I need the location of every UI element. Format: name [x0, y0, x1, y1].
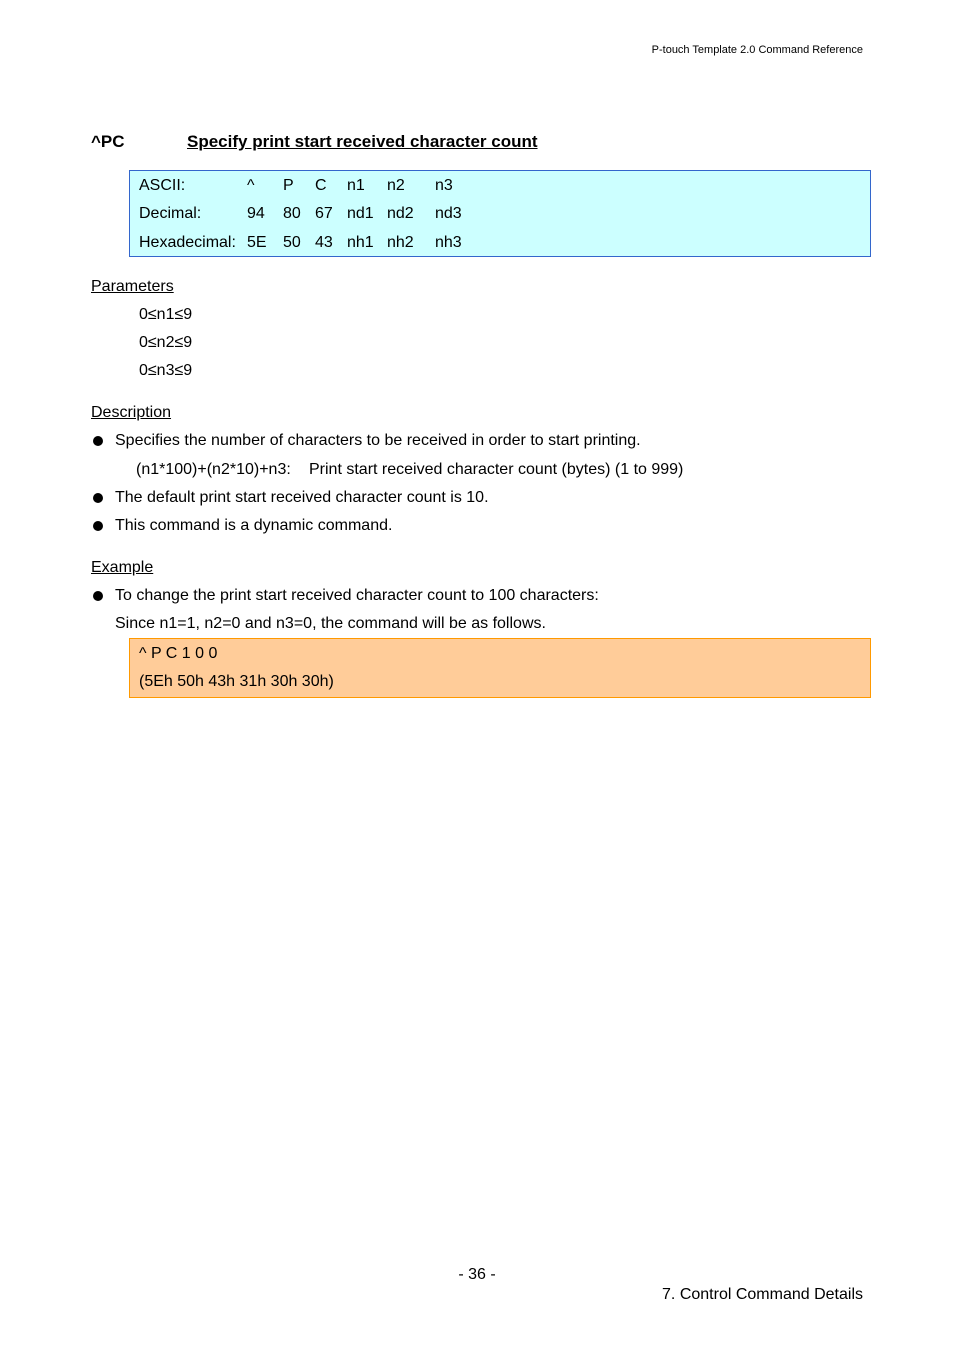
description-heading: Description [91, 404, 172, 421]
bullet-text: To change the print start received character count to 100 characters: [115, 587, 599, 604]
bullet-text: The default print start received character count is 10. [115, 489, 489, 506]
bullet-icon [93, 521, 103, 531]
bullet-icon [93, 493, 103, 503]
cell: nd3 [435, 205, 462, 222]
footer-section: 7. Control Command Details [662, 1286, 863, 1303]
bullet-icon [93, 591, 103, 601]
parameters-heading: Parameters [91, 278, 174, 295]
cell: C [315, 177, 327, 194]
cell: n3 [435, 177, 453, 194]
row-label: Hexadecimal: [139, 234, 236, 251]
row-label: Decimal: [139, 205, 202, 222]
command-syntax-box [129, 170, 871, 257]
example-code-line: ^ P C 1 0 0 [139, 645, 218, 662]
cell: n2 [387, 177, 405, 194]
cell: 67 [315, 205, 333, 222]
cell: nh2 [387, 234, 414, 251]
bullet-text: Specifies the number of characters to be received in order to start printing. [115, 432, 641, 449]
example-heading: Example [91, 559, 154, 576]
cell: nh3 [435, 234, 462, 251]
cell: nh1 [347, 234, 374, 251]
example-code-box [129, 638, 871, 698]
cell: 50 [283, 234, 301, 251]
cell: nd2 [387, 205, 414, 222]
page-number: - 36 - [458, 1266, 496, 1283]
command-code: ^PC [91, 132, 125, 151]
cell: 94 [247, 205, 265, 222]
command-name: Specify print start received character count [187, 132, 538, 151]
example-code-hex: (5Eh 50h 43h 31h 30h 30h) [139, 673, 334, 690]
bullet-text: This command is a dynamic command. [115, 517, 393, 534]
parameter-item: 0≤n1≤9 [139, 306, 193, 323]
cell: nd1 [347, 205, 374, 222]
cell: 5E [247, 234, 267, 251]
cell: 80 [283, 205, 301, 222]
document-header: P-touch Template 2.0 Command Reference [651, 44, 863, 56]
command-title [91, 132, 538, 152]
example-since: Since n1=1, n2=0 and n3=0, the command will be as follows. [115, 615, 546, 632]
row-label: ASCII: [139, 177, 186, 194]
cell: n1 [347, 177, 365, 194]
parameter-item: 0≤n2≤9 [139, 334, 193, 351]
cell: P [283, 177, 294, 194]
cell: ^ [247, 177, 255, 194]
bullet-icon [93, 436, 103, 446]
formula-left: (n1*100)+(n2*10)+n3: [136, 461, 291, 478]
formula-right: Print start received character count (bytes) (1 to 999) [309, 461, 684, 478]
parameter-item: 0≤n3≤9 [139, 362, 193, 379]
cell: 43 [315, 234, 333, 251]
